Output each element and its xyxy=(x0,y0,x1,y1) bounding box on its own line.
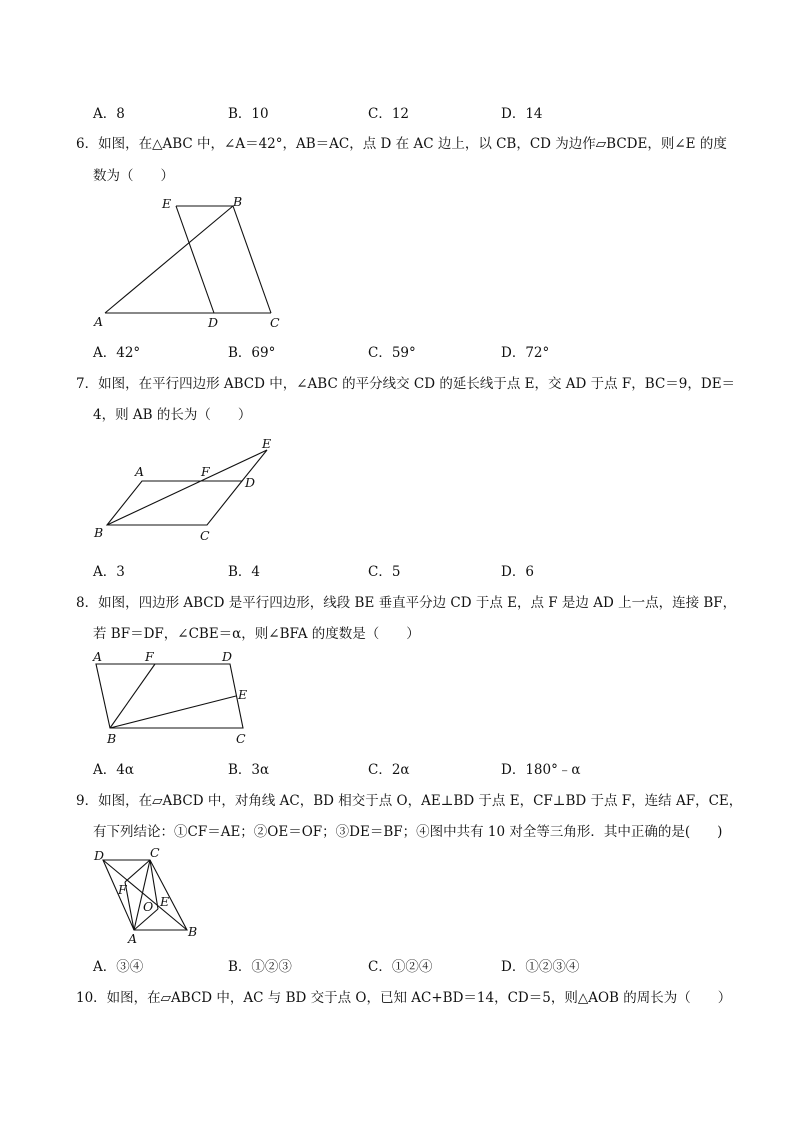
q9-label-f: F xyxy=(118,882,127,897)
q6-option-c: C．59° xyxy=(368,345,416,361)
q7-option-c: C．5 xyxy=(368,564,401,580)
q9-label-a: A xyxy=(128,931,138,946)
q9-diagonal-ac xyxy=(134,860,150,930)
q9-text-line1: 9．如图，在▱ABCD 中，对角线 AC，BD 相交于点 O，AE⊥BD 于点 E，CF⊥BD 于点 F，连结 AF，CE， xyxy=(76,793,743,809)
q8-text-line1: 8．如图，四边形 ABCD 是平行四边形，线段 BE 垂直平分边 CD 于点 E，点 F 是边 AD 上一点，连接 BF， xyxy=(76,595,737,611)
q7-label-a: A xyxy=(135,464,145,479)
q8-figure xyxy=(90,646,265,751)
q8-label-e: E xyxy=(238,687,248,702)
q7-option-a: A．3 xyxy=(93,564,125,580)
q6-label-c: C xyxy=(270,315,280,330)
q7-label-f: F xyxy=(201,464,210,479)
q7-label-e: E xyxy=(262,436,272,451)
q7-text-line1: 7．如图，在平行四边形 ABCD 中，∠ABC 的平分线交 CD 的延长线于点 E，交 AD 于点 F，BC＝9，DE＝ xyxy=(76,376,736,392)
q8-parallelogram-abcd xyxy=(96,664,243,728)
q7-label-d: D xyxy=(245,475,256,490)
q6-label-a: A xyxy=(94,314,104,329)
q7-option-b: B．4 xyxy=(228,564,261,580)
q8-label-b: B xyxy=(107,731,117,746)
q9-label-b: B xyxy=(188,924,198,939)
q7-label-b: B xyxy=(94,525,104,540)
q9-figure xyxy=(90,842,210,947)
q9-option-d: D．①②③④ xyxy=(501,959,580,975)
q6-segment-ed xyxy=(176,206,214,313)
q9-label-c: C xyxy=(150,845,160,860)
q9-option-c: C．①②④ xyxy=(368,959,433,975)
q6-option-b: B．69° xyxy=(228,345,276,361)
q7-parallelogram-abcd xyxy=(107,481,242,525)
q9-diagonal-bd xyxy=(103,860,187,930)
q8-options xyxy=(93,758,653,776)
q7-segment-be xyxy=(107,450,267,525)
q8-label-f: F xyxy=(145,649,154,664)
q9-label-e: E xyxy=(160,894,170,909)
q7-label-c: C xyxy=(200,528,210,543)
q5-option-d: D．14 xyxy=(501,106,543,122)
q8-label-c: C xyxy=(236,731,246,746)
q5-option-b: B．10 xyxy=(228,106,269,122)
q5-options xyxy=(93,102,653,120)
q10-text-line1: 10．如图，在▱ABCD 中，AC 与 BD 交于点 O，已知 AC+BD＝14，CD＝5，则△AOB 的周长为（ ） xyxy=(76,990,732,1006)
q6-text-line1: 6．如图，在△ABC 中，∠A＝42°，AB＝AC，点 D 在 AC 边上，以 CB，CD 为边作▱BCDE，则∠E 的度 xyxy=(76,136,727,152)
q6-segment-ab xyxy=(105,206,233,313)
q8-option-c: C．2α xyxy=(368,762,410,778)
q6-label-e: E xyxy=(162,196,172,211)
q8-label-a: A xyxy=(93,649,103,664)
q6-label-b: B xyxy=(233,194,243,209)
q8-option-a: A．4α xyxy=(93,762,134,778)
q5-option-a: A．8 xyxy=(93,106,125,122)
q8-label-d: D xyxy=(222,649,233,664)
q6-text-line2: 数为（ ） xyxy=(93,168,174,184)
q5-option-c: C．12 xyxy=(368,106,410,122)
q6-option-a: A．42° xyxy=(93,345,141,361)
q6-figure xyxy=(90,190,300,335)
q8-option-b: B．3α xyxy=(228,762,270,778)
q9-label-o: O xyxy=(143,899,154,914)
q7-text-line2: 4，则 AB 的长为（ ） xyxy=(93,407,252,423)
q7-options xyxy=(93,560,653,578)
q8-option-d: D．180°﹣α xyxy=(501,762,581,778)
q6-options xyxy=(93,341,653,359)
q6-option-d: D．72° xyxy=(501,345,550,361)
q9-options xyxy=(93,955,653,973)
q7-option-d: D．6 xyxy=(501,564,534,580)
q6-label-d: D xyxy=(208,315,219,330)
q9-text-line2: 有下列结论：①CF＝AE；②OE＝OF；③DE＝BF；④图中共有 10 对全等三角形．其中正确的是( ) xyxy=(93,824,723,840)
q6-segment-bc xyxy=(233,206,271,313)
q9-label-d: D xyxy=(94,848,105,863)
q8-text-line2: 若 BF＝DF，∠CBE＝α，则∠BFA 的度数是（ ） xyxy=(93,626,420,642)
q9-option-b: B．①②③ xyxy=(228,959,292,975)
q7-figure xyxy=(90,430,290,550)
q9-option-a: A．③④ xyxy=(93,959,144,975)
